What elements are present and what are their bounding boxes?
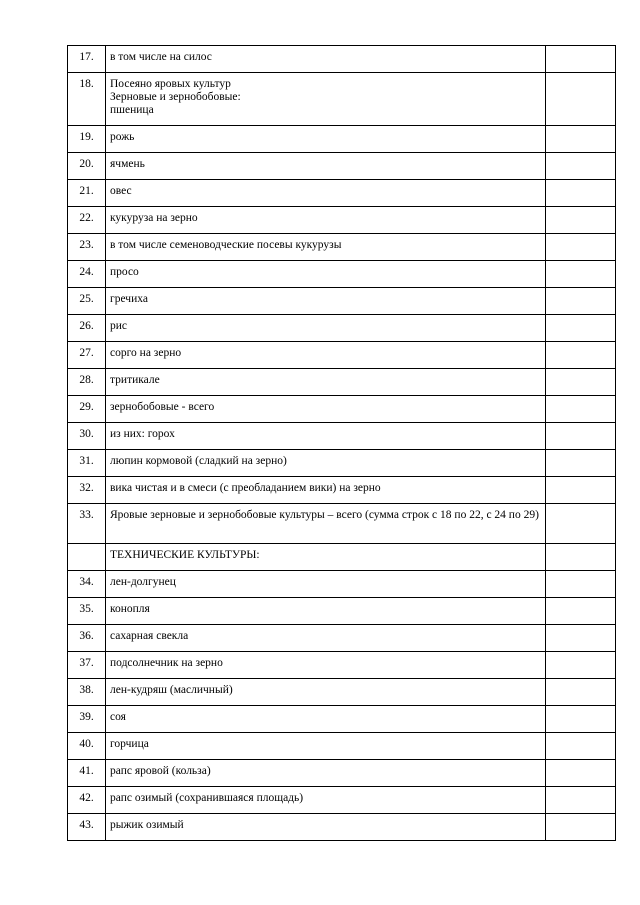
- row-number: 43.: [68, 814, 106, 841]
- row-value-cell: [546, 73, 616, 126]
- row-label-line: гречиха: [110, 293, 148, 305]
- table-row: [68, 342, 616, 369]
- row-label-line: конопля: [110, 603, 150, 615]
- table-row: [68, 571, 616, 598]
- table-row: [68, 207, 616, 234]
- row-label: [106, 814, 546, 841]
- row-label: [106, 126, 546, 153]
- row-label: [106, 396, 546, 423]
- table-row: [68, 733, 616, 760]
- row-value-cell: [546, 625, 616, 652]
- row-label-line: лен-кудряш (масличный): [110, 684, 233, 696]
- row-label-line: лен-долгунец: [110, 576, 176, 588]
- row-value-cell: [546, 504, 616, 544]
- row-number: 40.: [68, 733, 106, 760]
- table-row: [68, 369, 616, 396]
- row-value-cell: [546, 369, 616, 396]
- row-label-line: овес: [110, 185, 132, 197]
- table-row: [68, 73, 616, 126]
- row-label-line: люпин кормовой (сладкий на зерно): [110, 455, 287, 467]
- row-label: [106, 423, 546, 450]
- row-number: 22.: [68, 207, 106, 234]
- row-value-cell: [546, 477, 616, 504]
- row-label-line: рапс яровой (кольза): [110, 765, 211, 777]
- row-value-cell: [546, 315, 616, 342]
- row-value-cell: [546, 396, 616, 423]
- table-row: [68, 598, 616, 625]
- row-value-cell: [546, 760, 616, 787]
- row-label-line: рис: [110, 320, 128, 332]
- row-number: 26.: [68, 315, 106, 342]
- row-number: 42.: [68, 787, 106, 814]
- row-label-line: в том числе на силос: [110, 51, 212, 63]
- row-number: 25.: [68, 288, 106, 315]
- row-label: [106, 652, 546, 679]
- row-label: [106, 477, 546, 504]
- row-number: 35.: [68, 598, 106, 625]
- row-label: [106, 73, 546, 126]
- row-value-cell: [546, 342, 616, 369]
- table-row: [68, 126, 616, 153]
- table-row: [68, 787, 616, 814]
- row-label: [106, 706, 546, 733]
- row-number: 41.: [68, 760, 106, 787]
- row-value-cell: [546, 46, 616, 73]
- row-number: [68, 544, 106, 571]
- row-label: [106, 598, 546, 625]
- row-label: [106, 369, 546, 396]
- row-label-line: сахарная свекла: [110, 630, 189, 642]
- row-value-cell: [546, 733, 616, 760]
- row-value-cell: [546, 207, 616, 234]
- row-label-line: кукуруза на зерно: [110, 212, 198, 224]
- row-value-cell: [546, 571, 616, 598]
- row-value-cell: [546, 679, 616, 706]
- row-value-cell: [546, 652, 616, 679]
- row-number: 33.: [68, 504, 106, 544]
- table-row: [68, 46, 616, 73]
- row-number: 32.: [68, 477, 106, 504]
- row-value-cell: [546, 814, 616, 841]
- row-label-line: Яровые зерновые и зернобобовые культуры – всего (сумма строк с 18 по 22, с 24 по 29): [110, 509, 539, 521]
- table-row: [68, 504, 616, 544]
- table-row: [68, 477, 616, 504]
- crop-table-body: [68, 46, 616, 841]
- row-label-line: ТЕХНИЧЕСКИЕ КУЛЬТУРЫ:: [110, 549, 260, 561]
- row-value-cell: [546, 261, 616, 288]
- table-row: [68, 153, 616, 180]
- row-number: 24.: [68, 261, 106, 288]
- row-label: [106, 288, 546, 315]
- row-label-line: пшеница: [110, 104, 154, 116]
- row-value-cell: [546, 706, 616, 733]
- row-number: 21.: [68, 180, 106, 207]
- row-number: 23.: [68, 234, 106, 261]
- table-row: [68, 234, 616, 261]
- row-value-cell: [546, 288, 616, 315]
- row-label: [106, 153, 546, 180]
- row-label-line: тритикале: [110, 374, 160, 386]
- row-label-line: рапс озимый (сохранившаяся площадь): [110, 792, 304, 804]
- row-number: 28.: [68, 369, 106, 396]
- table-row: [68, 450, 616, 477]
- row-number: 27.: [68, 342, 106, 369]
- table-row: [68, 679, 616, 706]
- table-row: [68, 706, 616, 733]
- table-row: [68, 396, 616, 423]
- row-label: [106, 544, 546, 571]
- row-number: 31.: [68, 450, 106, 477]
- row-value-cell: [546, 787, 616, 814]
- table-row: [68, 423, 616, 450]
- row-number: 18.: [68, 73, 106, 126]
- row-label-line: рыжик озимый: [110, 819, 184, 831]
- row-label: [106, 180, 546, 207]
- row-label: [106, 315, 546, 342]
- row-label: [106, 571, 546, 598]
- row-value-cell: [546, 423, 616, 450]
- row-label-line: сорго на зерно: [110, 347, 182, 359]
- row-label-line: зернобобовые - всего: [110, 401, 215, 413]
- row-label: [106, 733, 546, 760]
- row-label: [106, 504, 546, 544]
- row-label-line: Зерновые и зернобобовые:: [110, 91, 241, 103]
- table-row: [68, 760, 616, 787]
- row-label: [106, 679, 546, 706]
- row-value-cell: [546, 598, 616, 625]
- table-row: [68, 652, 616, 679]
- table-row: [68, 261, 616, 288]
- row-number: 38.: [68, 679, 106, 706]
- table-row: [68, 544, 616, 571]
- row-label: [106, 261, 546, 288]
- row-label-line: соя: [110, 711, 126, 723]
- row-label-line: ячмень: [110, 158, 145, 170]
- row-label-line: рожь: [110, 131, 135, 143]
- row-label: [106, 342, 546, 369]
- row-label: [106, 760, 546, 787]
- row-label-line: просо: [110, 266, 139, 278]
- row-value-cell: [546, 153, 616, 180]
- row-number: 29.: [68, 396, 106, 423]
- crop-table: [67, 45, 616, 841]
- row-number: 30.: [68, 423, 106, 450]
- row-label: [106, 450, 546, 477]
- row-label: [106, 787, 546, 814]
- table-row: [68, 180, 616, 207]
- row-label-line: из них: горох: [110, 428, 175, 440]
- row-value-cell: [546, 450, 616, 477]
- table-row: [68, 315, 616, 342]
- row-label: [106, 234, 546, 261]
- row-number: 34.: [68, 571, 106, 598]
- row-label-line: Посеяно яровых культур: [110, 78, 231, 90]
- row-label-line: подсолнечник на зерно: [110, 657, 223, 669]
- row-number: 37.: [68, 652, 106, 679]
- row-number: 19.: [68, 126, 106, 153]
- table-row: [68, 625, 616, 652]
- table-row: [68, 288, 616, 315]
- row-label-line: горчица: [110, 738, 149, 750]
- row-value-cell: [546, 180, 616, 207]
- row-label-line: в том числе семеноводческие посевы кукурузы: [110, 239, 342, 251]
- row-label: [106, 625, 546, 652]
- row-value-cell: [546, 544, 616, 571]
- row-number: 39.: [68, 706, 106, 733]
- row-label-line: вика чистая и в смеси (с преобладанием вики) на зерно: [110, 482, 381, 494]
- row-label: [106, 46, 546, 73]
- row-value-cell: [546, 126, 616, 153]
- table-row: [68, 814, 616, 841]
- row-number: 36.: [68, 625, 106, 652]
- row-number: 20.: [68, 153, 106, 180]
- row-number: 17.: [68, 46, 106, 73]
- row-value-cell: [546, 234, 616, 261]
- row-label: [106, 207, 546, 234]
